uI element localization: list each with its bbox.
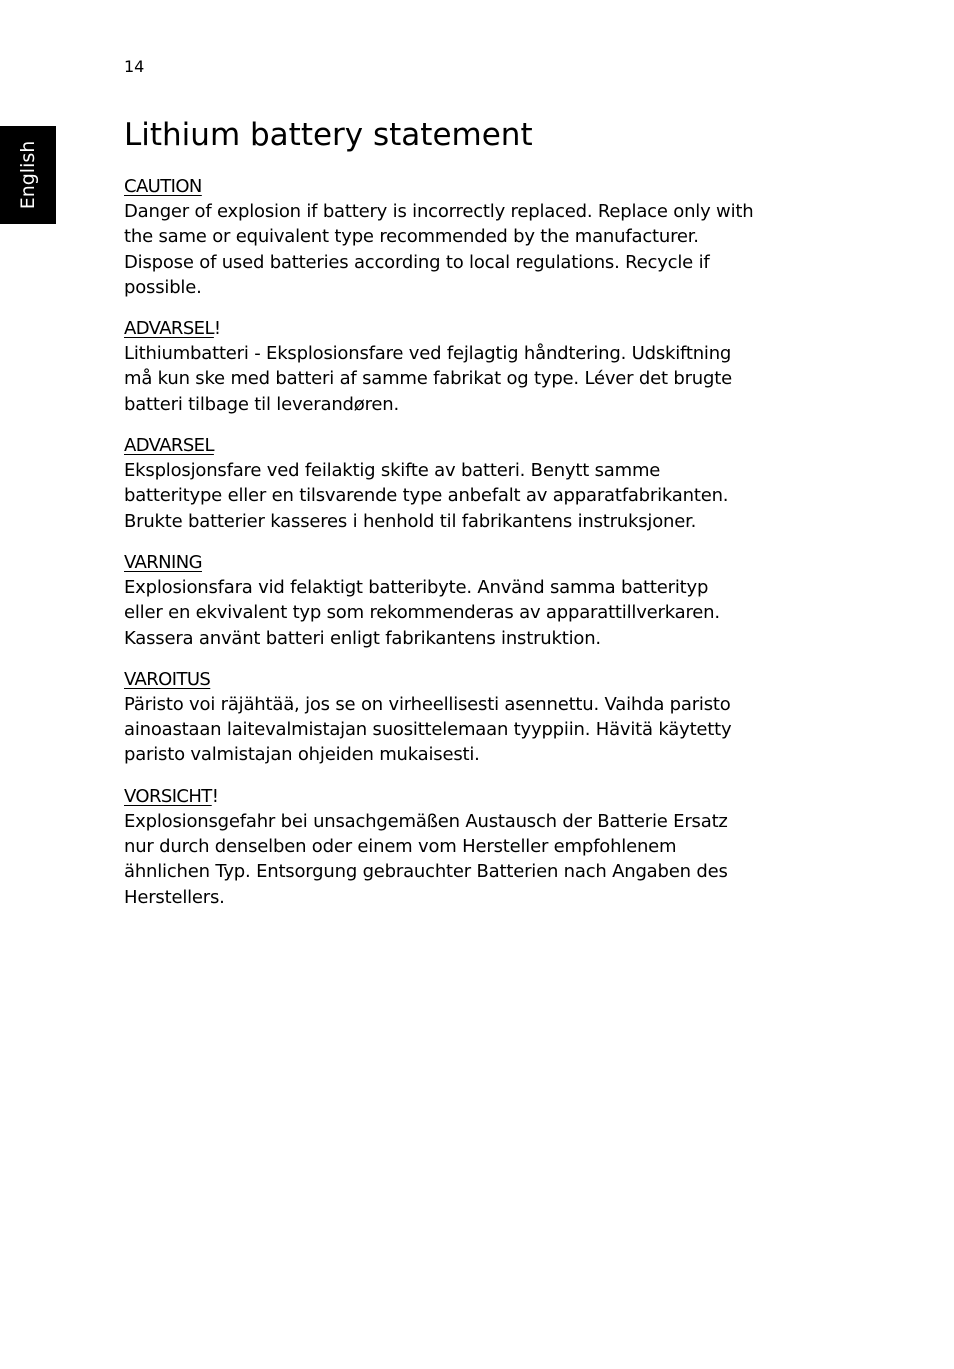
- section-heading: [124, 174, 824, 199]
- section-heading: [124, 784, 824, 809]
- section-heading: [124, 316, 824, 341]
- section-text: Lithiumbatteri - Eksplosionsfare ved fejlagtig håndtering. Udskiftning må kun ske med batteri af samme fabrikat og type. Léver det brugte batteri tilbage til leverandøren.: [124, 343, 732, 415]
- section-vorsicht: [124, 784, 824, 910]
- statement-content: [124, 174, 824, 926]
- section-text: Explosionsgefahr bei unsachgemäßen Austausch der Batterie Ersatz nur durch denselben oder einem vom Hersteller empfohlenem ähnlichen Typ. Entsorgung gebrauchter Batterien nach Angaben des Herstellers.: [124, 810, 728, 908]
- language-side-tab: [0, 126, 56, 224]
- section-advarsel-norwegian: [124, 433, 824, 534]
- section-caution: [124, 174, 824, 300]
- section-heading-suffix: !: [211, 785, 219, 807]
- section-varoitus: [124, 667, 824, 768]
- section-heading-word: ADVARSEL: [124, 435, 214, 457]
- section-varning: [124, 550, 824, 651]
- language-tab-label: English: [17, 140, 39, 210]
- section-heading: [124, 550, 824, 575]
- section-heading: [124, 433, 824, 458]
- section-heading-suffix: !: [213, 318, 221, 340]
- section-text: Danger of explosion if battery is incorrectly replaced. Replace only with the same or equivalent type recommended by the manufacturer. Dispose of used batteries according to local regulations. Recycle if possible.: [124, 201, 754, 298]
- section-heading-word: ADVARSEL: [124, 318, 214, 340]
- section-text: Päristo voi räjähtää, jos se on virheellisesti asennettu. Vaihda paristo ainoastaan laitevalmistajan suosittelemaan tyyppiin. Hävitä käytetty paristo valmistajan ohjeiden mukaisesti.: [124, 693, 732, 766]
- section-heading-word: VAROITUS: [124, 668, 211, 690]
- section-heading-word: VORSICHT: [124, 785, 212, 807]
- section-heading-word: VARNING: [124, 551, 202, 573]
- section-heading: [124, 667, 824, 692]
- page-title: Lithium battery statement: [124, 117, 533, 153]
- page-number: 14: [124, 57, 145, 76]
- section-text: Explosionsfara vid felaktigt batteribyte. Använd samma batterityp eller en ekvivalent typ som rekommenderas av apparattillverkaren. Kassera använt batteri enligt fabrikantens instruktion.: [124, 576, 720, 649]
- section-heading-word: CAUTION: [124, 176, 202, 197]
- section-text: Eksplosjonsfare ved feilaktig skifte av batteri. Benytt samme batteritype eller en tilsvarende type anbefalt av apparatfabrikanten. Brukte batterier kasseres i henhold til fabrikantens instruksjoner.: [124, 460, 729, 532]
- section-advarsel-danish: [124, 316, 824, 417]
